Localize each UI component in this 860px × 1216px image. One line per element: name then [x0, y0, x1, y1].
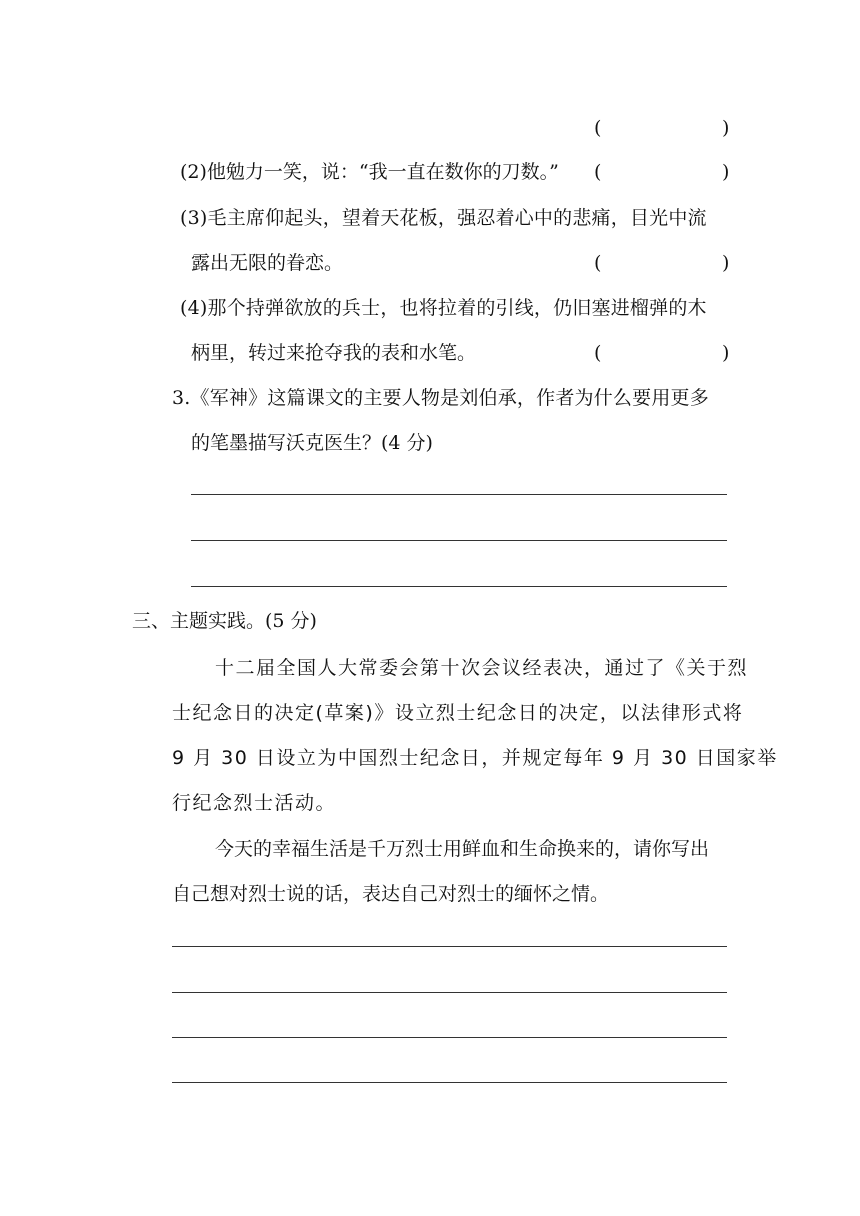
passage-line: 行纪念烈士活动。 — [172, 792, 337, 814]
prompt-line: 今天的幸福生活是千万烈士用鲜血和生命换来的，请你写出 — [215, 838, 710, 860]
answer-line[interactable] — [172, 1037, 727, 1038]
answer-line[interactable] — [172, 946, 727, 947]
answer-line[interactable] — [172, 992, 727, 993]
prompt-line: 自己想对烈士说的话，表达自己对烈士的缅怀之情。 — [172, 883, 610, 905]
answer-paren-open: ( — [594, 252, 602, 274]
answer-paren-close: ) — [722, 252, 730, 274]
q2-item-4-line-1: (4)那个持弹欲放的兵士，也将拉着的引线，仍旧塞进榴弹的木 — [180, 297, 707, 319]
answer-paren-open: ( — [594, 342, 602, 364]
answer-paren-open: ( — [594, 161, 602, 183]
q3-line-2: 的笔墨描写沃克医生？(4 分) — [191, 432, 433, 454]
answer-line[interactable] — [172, 1082, 727, 1083]
answer-paren-close: ) — [722, 342, 730, 364]
answer-line[interactable] — [191, 586, 727, 587]
q2-item-2-text: (2)他勉力一笑，说：“我一直在数你的刀数。” — [180, 161, 559, 183]
passage-line: 十二届全国人大常委会第十次会议经表决，通过了《关于烈 — [215, 657, 749, 679]
passage-line: 士纪念日的决定(草案)》设立烈士纪念日的决定，以法律形式将 — [172, 702, 744, 724]
q2-item-3-line-2: 露出无限的眷恋。 — [191, 252, 344, 274]
q3-line-1: 3.《军神》这篇课文的主要人物是刘伯承，作者为什么要用更多 — [172, 387, 709, 409]
q2-item-4-line-2: 柄里，转过来抢夺我的表和水笔。 — [191, 342, 477, 364]
answer-line[interactable] — [191, 540, 727, 541]
answer-paren-close: ) — [722, 117, 730, 139]
section-3-heading: 三、主题实践。(5 分) — [132, 610, 317, 632]
answer-paren-close: ) — [722, 161, 730, 183]
passage-line: 9 月 30 日设立为中国烈士纪念日，并规定每年 9 月 30 日国家举 — [172, 747, 778, 769]
answer-paren-open: ( — [594, 117, 602, 139]
q2-item-3-line-1: (3)毛主席仰起头，望着天花板，强忍着心中的悲痛，目光中流 — [180, 207, 707, 229]
answer-line[interactable] — [191, 494, 727, 495]
